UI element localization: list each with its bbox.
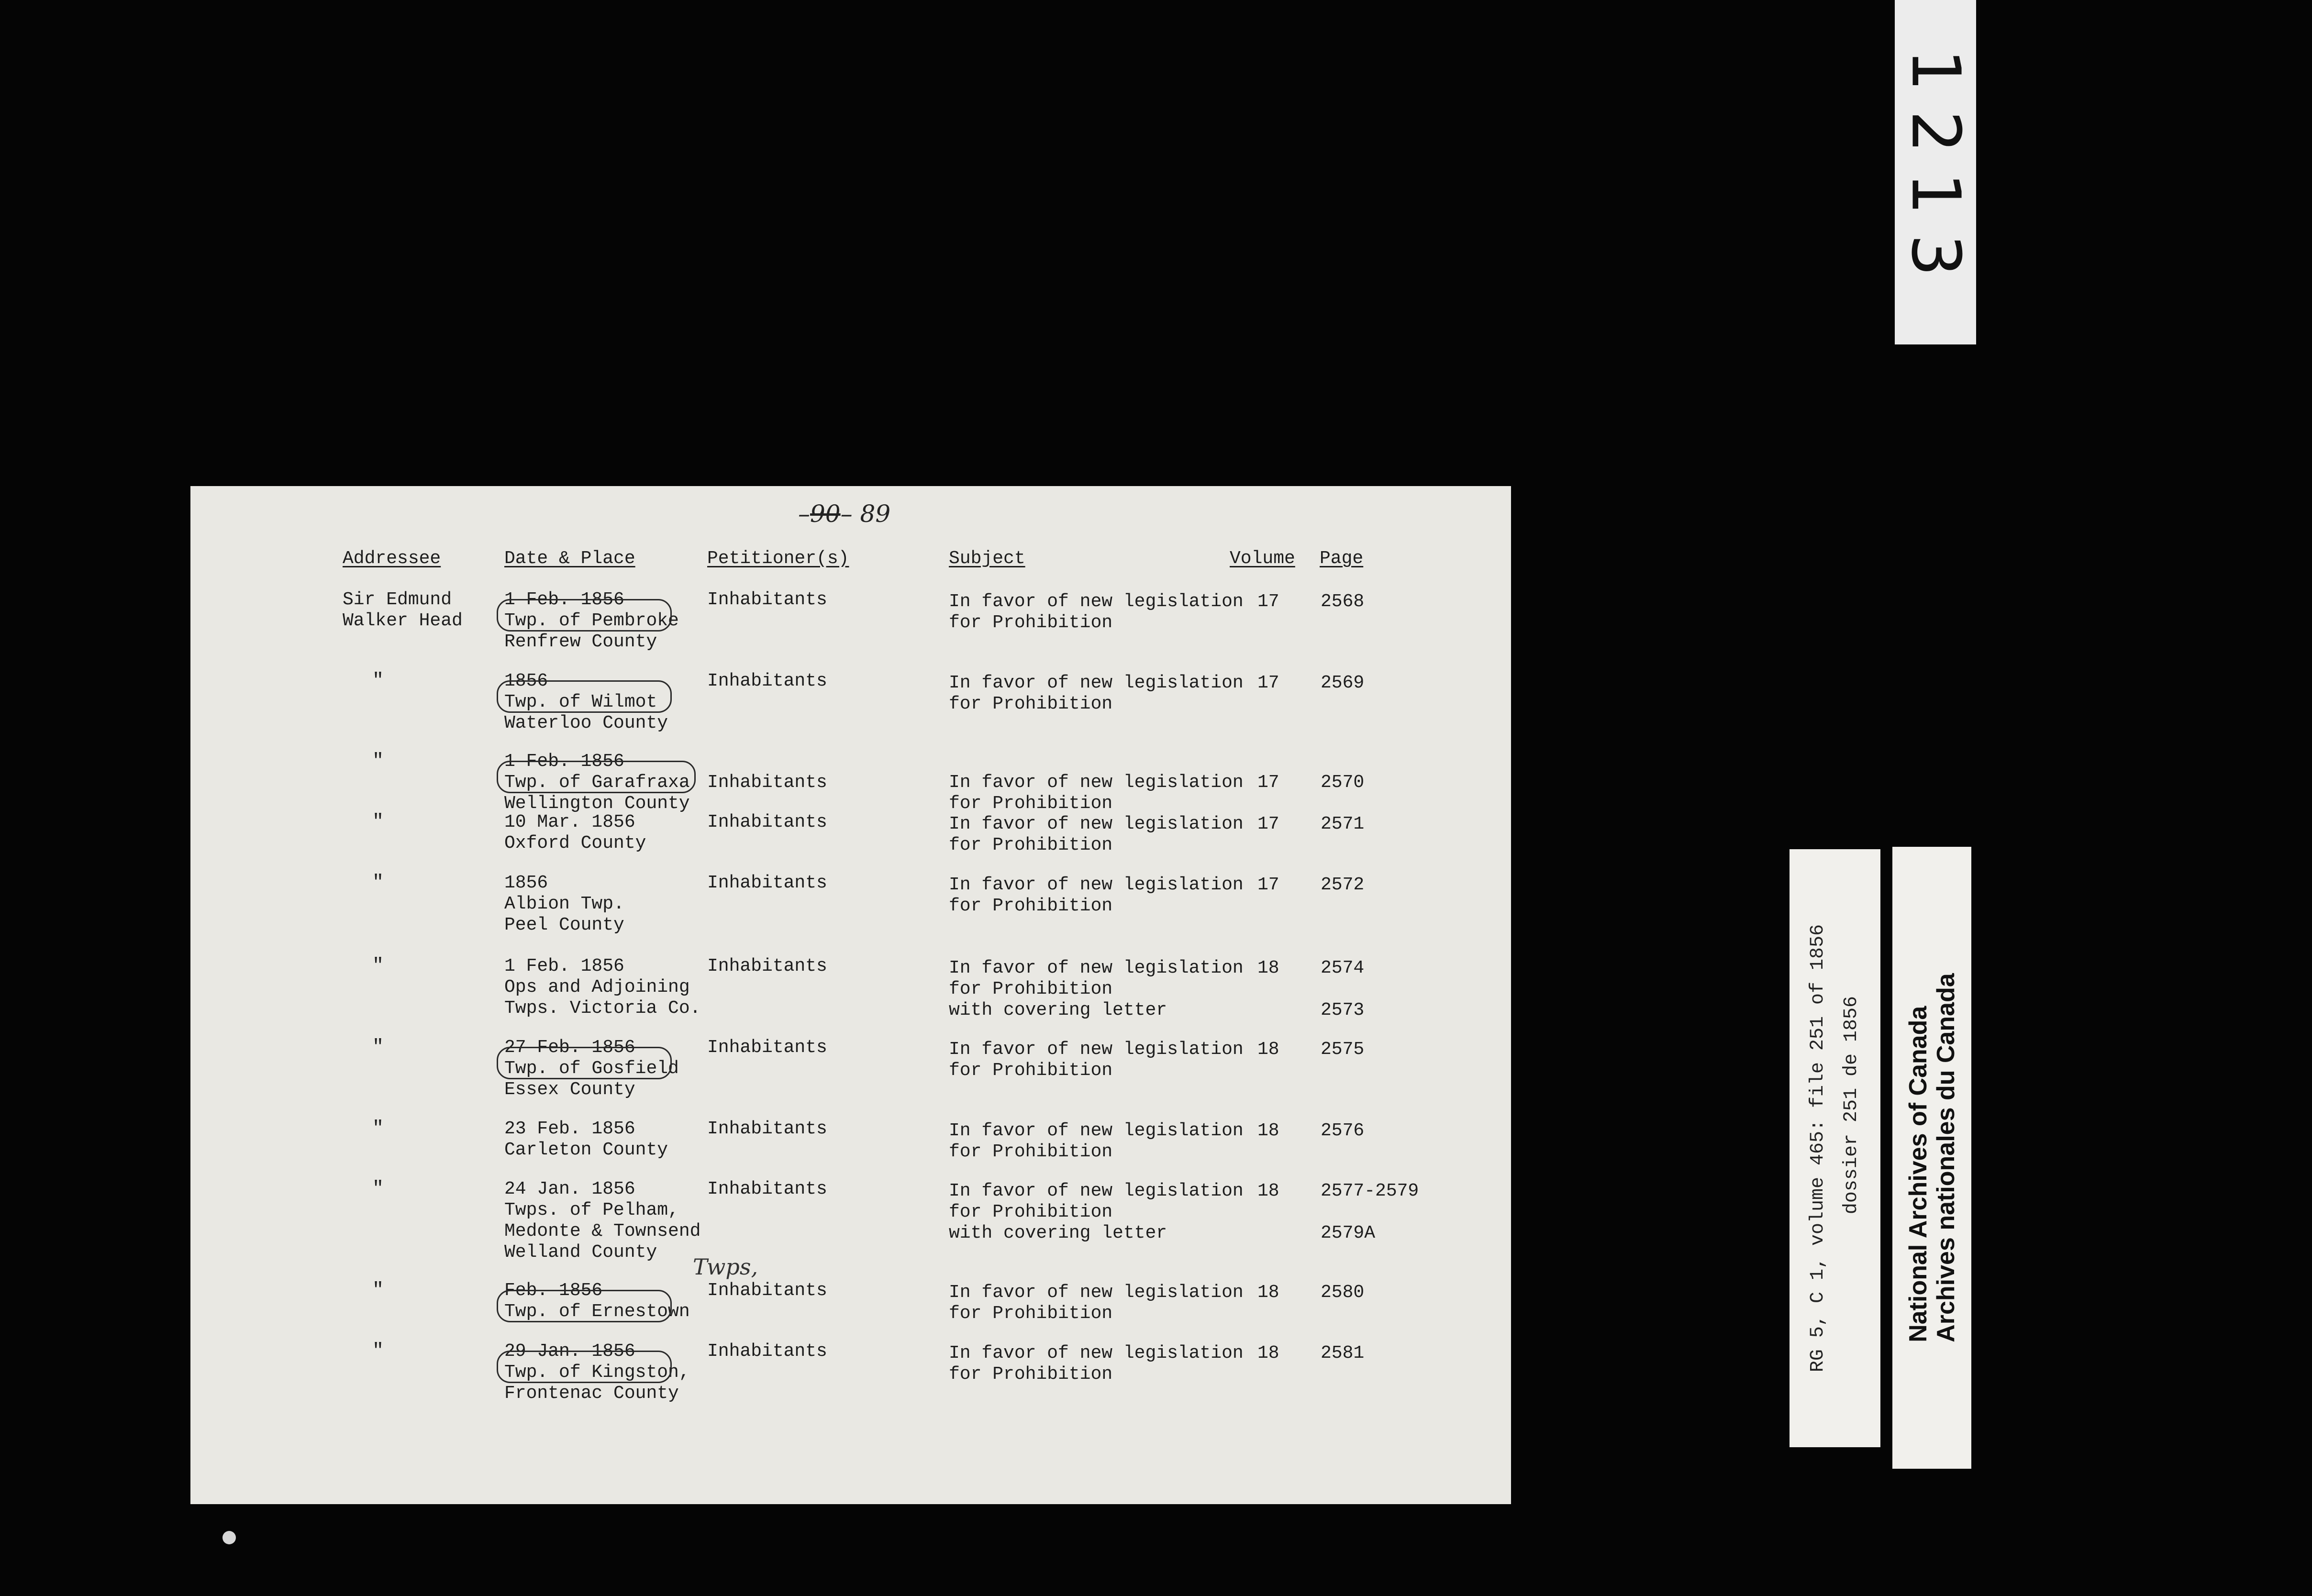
petitioner-cell-line: Inhabitants	[707, 671, 827, 691]
subject-cell-line: In favor of new legislation	[949, 814, 1244, 834]
current-page-number: 89	[860, 500, 891, 528]
addressee-cell-line: "	[372, 811, 384, 833]
addressee-cell-line: "	[372, 872, 384, 894]
date-place-cell	[504, 812, 646, 854]
date-place-cell	[504, 1280, 690, 1322]
date-place-cell	[504, 751, 690, 814]
date-place-cell-line: Peel County	[504, 915, 624, 935]
subject-cell-line: In favor of new legislation	[949, 673, 1244, 693]
subject-cell-line: In favor of new legislation	[949, 875, 1244, 895]
date-place-cell	[504, 671, 668, 734]
addressee-cell-line: "	[372, 1178, 384, 1200]
date-place-cell-line: 1856	[504, 873, 548, 893]
page-cell	[1321, 1039, 1364, 1060]
volume-cell	[1257, 1343, 1279, 1364]
subject-cell-line: In favor of new legislation	[949, 1181, 1244, 1201]
addressee-cell-line: "	[372, 1037, 384, 1058]
subject-cell	[949, 875, 1244, 917]
addressee-cell	[372, 956, 384, 977]
subject-cell	[949, 591, 1244, 633]
page-cell-line: 2571	[1321, 814, 1365, 834]
date-place-cell-line: Twps. of Pelham,	[504, 1200, 679, 1220]
page-cell-line: 2568	[1321, 591, 1365, 612]
volume-cell-line: 18	[1257, 1039, 1279, 1060]
page-cell-line: 2575	[1321, 1039, 1365, 1060]
date-place-cell-line: 29 Jan. 1856	[504, 1341, 635, 1362]
subject-cell	[949, 772, 1244, 814]
volume-cell-line: 17	[1257, 875, 1279, 895]
date-place-cell-line: Essex County	[504, 1079, 635, 1100]
date-place-cell-line: Oxford County	[504, 833, 646, 853]
petitioner-cell-line: Inhabitants	[707, 873, 827, 893]
subject-cell-line: In favor of new legislation	[949, 1343, 1244, 1363]
subject-cell-line: with covering letter	[949, 1000, 1167, 1020]
header-petitioner: Petitioner(s)	[707, 548, 849, 569]
date-place-cell-line: Twp. of Garafraxa	[504, 772, 690, 793]
subject-cell-line: In favor of new legislation	[949, 772, 1244, 793]
date-place-cell-line: Ops and Adjoining	[504, 977, 690, 998]
institution-name-fr: Archives nationales du Canada	[1932, 973, 1960, 1342]
header-page: Page	[1320, 548, 1364, 569]
addressee-cell	[372, 812, 384, 833]
volume-cell-line: 18	[1257, 1343, 1279, 1363]
petitioner-cell-line: Inhabitants	[707, 589, 827, 610]
date-place-cell	[504, 956, 700, 1019]
subject-cell-line: for Prohibition	[949, 793, 1113, 814]
page-cell-line: 2574	[1321, 958, 1365, 978]
institution-label	[1892, 847, 1971, 1469]
page-cell-line: 2581	[1321, 1343, 1365, 1363]
page-cell-line	[1321, 979, 1364, 1000]
addressee-cell	[372, 1179, 384, 1200]
petitioner-cell-line: Inhabitants	[707, 1179, 827, 1199]
date-place-cell-line: 1 Feb. 1856	[504, 956, 624, 976]
volume-cell-line: 17	[1257, 591, 1279, 612]
addressee-cell	[372, 1341, 384, 1362]
volume-cell	[1257, 673, 1279, 694]
subject-cell	[949, 958, 1244, 1021]
subject-cell	[949, 1181, 1244, 1244]
volume-cell	[1257, 1039, 1279, 1060]
volume-cell	[1257, 1181, 1279, 1202]
page-cell-line: 2570	[1321, 772, 1365, 793]
volume-cell-line: 18	[1257, 958, 1279, 978]
subject-cell-line: for Prohibition	[949, 896, 1113, 916]
header-date-place: Date & Place	[504, 548, 635, 569]
date-place-cell-line: Frontenac County	[504, 1383, 679, 1404]
page-cell	[1321, 1282, 1364, 1303]
subject-cell-line: In favor of new legislation	[949, 1282, 1244, 1303]
volume-cell-line: 17	[1257, 814, 1279, 834]
date-place-cell-line: Renfrew County	[504, 632, 657, 652]
subject-cell-line: for Prohibition	[949, 612, 1113, 633]
date-place-cell-line: Albion Twp.	[504, 894, 624, 914]
struck-page-number: 90	[810, 500, 841, 528]
petitioner-cell	[707, 589, 827, 610]
date-place-cell-line: 1 Feb. 1856	[504, 751, 624, 772]
petitioner-cell	[707, 812, 827, 833]
subject-cell	[949, 1282, 1244, 1324]
volume-cell	[1257, 814, 1279, 835]
petitioner-cell	[707, 1280, 827, 1301]
petitioner-cell	[707, 671, 827, 692]
subject-cell-line: In favor of new legislation	[949, 591, 1244, 612]
addressee-cell-line: "	[372, 751, 384, 772]
page-cell-line: 2580	[1321, 1282, 1365, 1303]
petitioner-cell-line: Inhabitants	[707, 1341, 827, 1362]
subject-cell-line: for Prohibition	[949, 979, 1113, 999]
page-cell-line: 2577-2579	[1321, 1181, 1419, 1201]
date-place-cell-line: 1856	[504, 671, 548, 691]
volume-cell-line: 18	[1257, 1181, 1279, 1201]
page-cell	[1321, 1343, 1364, 1364]
subject-cell-line: for Prohibition	[949, 1202, 1113, 1222]
date-place-cell-line: Welland County	[504, 1242, 657, 1263]
institution-name-en: National Archives of Canada	[1904, 1006, 1932, 1342]
page-number: –90– 89	[798, 500, 891, 528]
page-cell-line: 2572	[1321, 875, 1365, 895]
date-place-cell-line: 23 Feb. 1856	[504, 1119, 635, 1139]
date-place-cell-line: Medonte & Townsend	[504, 1221, 701, 1241]
date-place-cell-line: 1 Feb. 1856	[504, 589, 624, 610]
subject-cell	[949, 1120, 1244, 1163]
petitioner-cell-line: Inhabitants	[707, 812, 827, 832]
page-cell	[1321, 591, 1364, 612]
subject-cell	[949, 1343, 1244, 1385]
volume-cell-line: 17	[1257, 673, 1279, 693]
date-place-cell-line: Wellington County	[504, 793, 690, 814]
petitioner-cell	[707, 1341, 827, 1362]
page-cell	[1321, 673, 1364, 694]
date-place-cell	[504, 1119, 668, 1161]
date-place-cell	[504, 1037, 679, 1100]
page-cell-line	[1321, 1202, 1419, 1223]
frame-number-strip	[1895, 0, 1976, 344]
addressee-cell	[372, 671, 384, 692]
frame-number: 1213	[1896, 48, 1975, 296]
date-place-cell	[504, 589, 679, 653]
addressee-cell	[343, 589, 463, 632]
volume-cell	[1257, 1282, 1279, 1303]
subject-cell-line: for Prohibition	[949, 1060, 1113, 1081]
addressee-cell	[372, 1119, 384, 1140]
subject-cell-line: for Prohibition	[949, 835, 1113, 855]
subject-cell-line: for Prohibition	[949, 694, 1113, 714]
header-subject: Subject	[949, 548, 1025, 569]
subject-cell-line: for Prohibition	[949, 1142, 1113, 1162]
date-place-cell	[504, 1341, 690, 1404]
page-cell	[1321, 1181, 1419, 1244]
petitioner-cell	[707, 1037, 827, 1058]
volume-cell	[1257, 591, 1279, 612]
petitioner-cell-line: Inhabitants	[707, 956, 827, 976]
page-cell	[1321, 875, 1364, 896]
petitioner-cell-line: Inhabitants	[707, 1119, 827, 1139]
subject-cell-line: for Prohibition	[949, 1303, 1113, 1324]
date-place-cell-line: Twp. of Pembroke	[504, 610, 679, 631]
page-cell	[1321, 814, 1364, 835]
volume-cell	[1257, 958, 1279, 979]
addressee-cell-line: "	[372, 1280, 384, 1301]
volume-cell	[1257, 875, 1279, 896]
date-place-cell	[504, 873, 624, 936]
volume-cell-line: 18	[1257, 1282, 1279, 1303]
header-addressee: Addressee	[343, 548, 441, 569]
addressee-cell-line: "	[372, 670, 384, 692]
addressee-cell-line: Sir Edmund	[343, 589, 452, 610]
subject-cell-line: In favor of new legislation	[949, 1039, 1244, 1060]
petitioner-cell-line: Inhabitants	[707, 1280, 827, 1301]
volume-cell	[1257, 1120, 1279, 1142]
addressee-cell-line: "	[372, 955, 384, 977]
header-volume: Volume	[1230, 548, 1295, 569]
volume-cell-line: 17	[1257, 772, 1279, 793]
addressee-cell	[372, 1037, 384, 1058]
subject-cell-line: with covering letter	[949, 1223, 1167, 1243]
addressee-cell	[372, 873, 384, 894]
reference-line-2: dossier 251 de 1856	[1841, 996, 1862, 1215]
petitioner-cell	[707, 772, 827, 793]
petitioner-cell	[707, 956, 827, 977]
petitioner-cell	[707, 1179, 827, 1200]
date-place-cell-line: 27 Feb. 1856	[504, 1037, 635, 1058]
date-place-cell-line: Carleton County	[504, 1140, 668, 1160]
addressee-cell-line: "	[372, 1118, 384, 1140]
date-place-cell-line: Twp. of Wilmot	[504, 692, 657, 712]
reference-line-1: RG 5, C 1, volume 465: file 251 of 1856	[1807, 924, 1829, 1373]
subject-cell-line: for Prohibition	[949, 1364, 1113, 1385]
handwritten-note: Twps,	[693, 1254, 758, 1280]
petitioner-cell-line: Inhabitants	[707, 1037, 827, 1058]
addressee-cell-line: "	[372, 1341, 384, 1362]
page-cell-line: 2573	[1321, 1000, 1365, 1020]
addressee-cell	[372, 1280, 384, 1301]
date-place-cell-line: Twp. of Gosfield	[504, 1058, 679, 1079]
register-sheet	[190, 486, 1511, 1504]
petitioner-cell	[707, 1119, 827, 1140]
date-place-cell-line: Twp. of Ernestown	[504, 1301, 690, 1322]
volume-cell	[1257, 772, 1279, 793]
page-cell-line: 2569	[1321, 673, 1365, 693]
volume-cell-line: 18	[1257, 1120, 1279, 1141]
subject-cell	[949, 1039, 1244, 1081]
addressee-cell	[372, 751, 384, 772]
date-place-cell	[504, 1179, 700, 1263]
page-cell	[1321, 958, 1364, 1021]
petitioner-cell-line: Inhabitants	[707, 772, 827, 793]
page-cell	[1321, 772, 1364, 793]
subject-cell	[949, 673, 1244, 715]
dust-speck	[222, 1531, 236, 1544]
date-place-cell-line: Feb. 1856	[504, 1280, 603, 1301]
date-place-cell-line: 10 Mar. 1856	[504, 812, 635, 832]
addressee-cell-line: Walker Head	[343, 610, 463, 631]
subject-cell	[949, 814, 1244, 856]
page-cell-line: 2576	[1321, 1120, 1365, 1141]
page-cell-line: 2579A	[1321, 1223, 1376, 1243]
date-place-cell-line: Waterloo County	[504, 713, 668, 733]
reference-label	[1790, 849, 1880, 1447]
subject-cell-line: In favor of new legislation	[949, 958, 1244, 978]
date-place-cell-line: Twps. Victoria Co.	[504, 998, 701, 1019]
petitioner-cell	[707, 873, 827, 894]
date-place-cell-line: Twp. of Kingston,	[504, 1362, 690, 1383]
subject-cell-line: In favor of new legislation	[949, 1120, 1244, 1141]
page-cell	[1321, 1120, 1364, 1142]
date-place-cell-line: 24 Jan. 1856	[504, 1179, 635, 1199]
